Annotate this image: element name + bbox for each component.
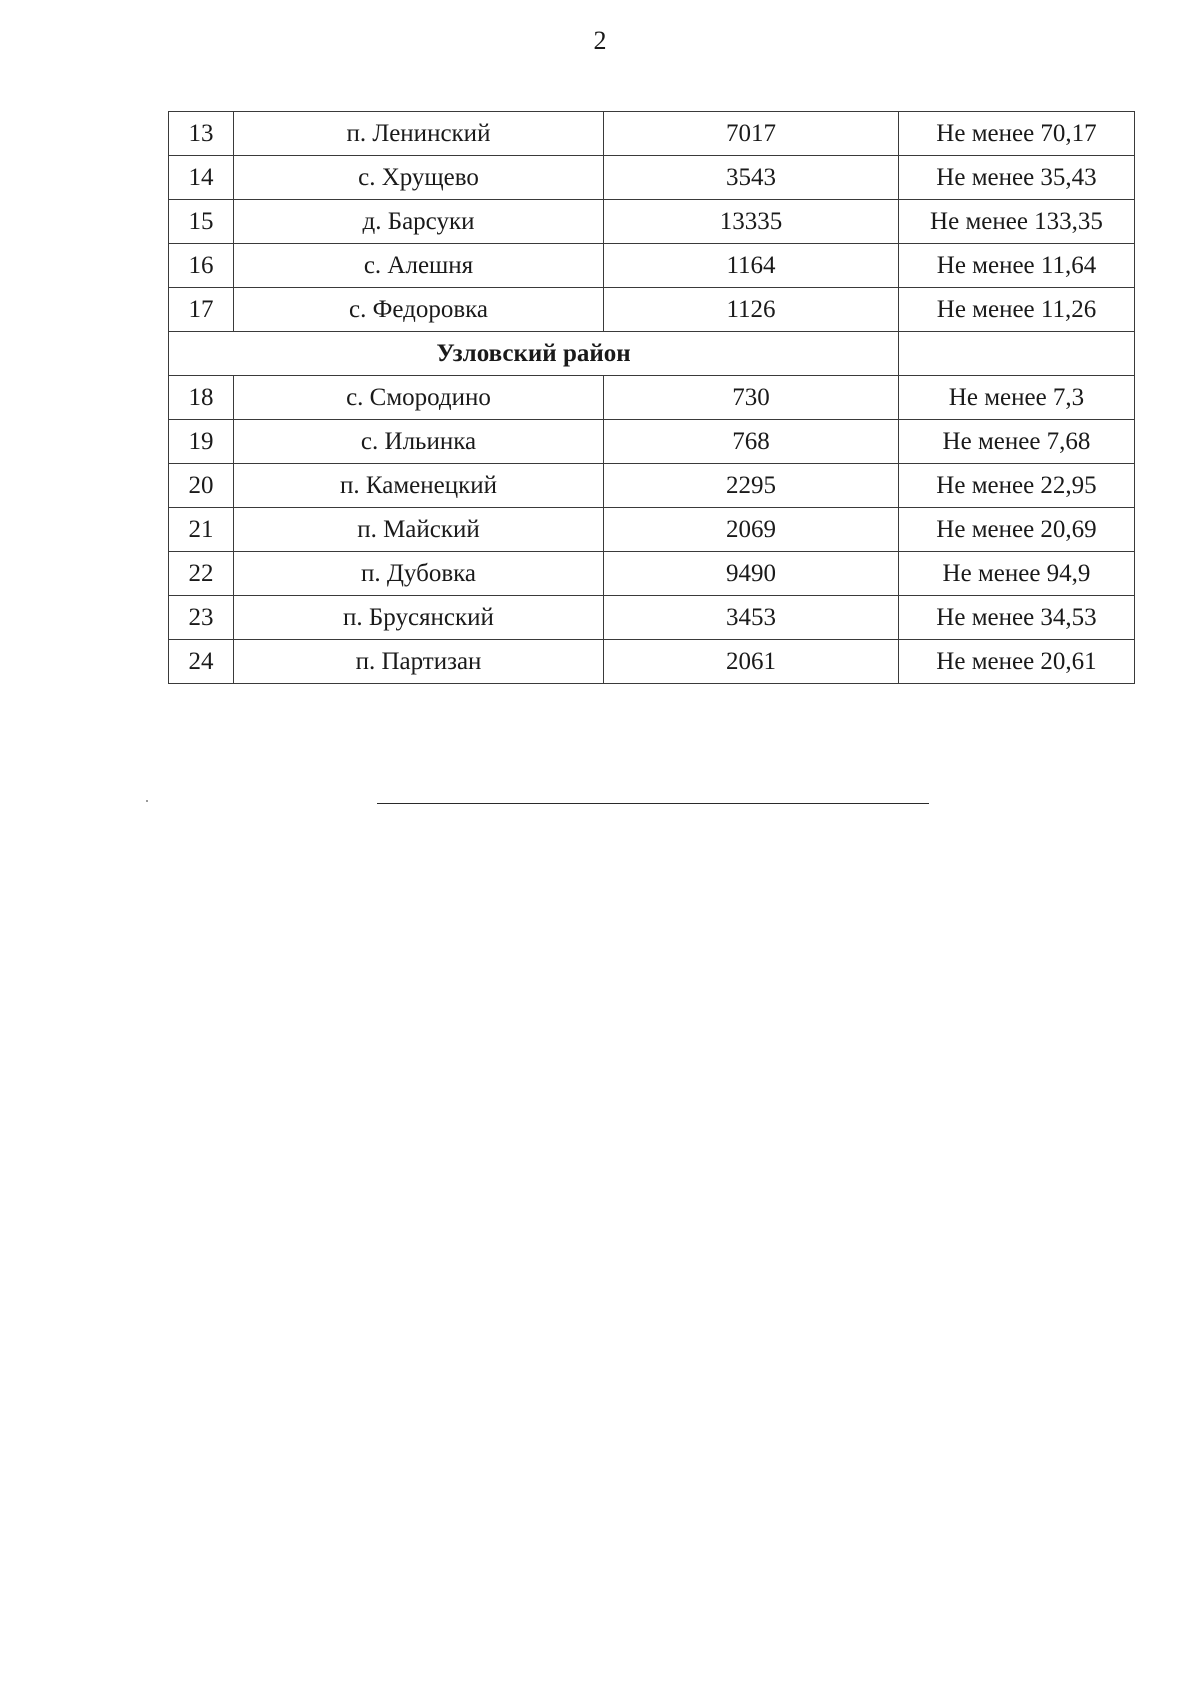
population-value: 730 <box>604 376 899 420</box>
population-value: 1126 <box>604 288 899 332</box>
row-number: 16 <box>169 244 234 288</box>
settlement-name: с. Алешня <box>234 244 604 288</box>
settlement-name: с. Федоровка <box>234 288 604 332</box>
table-row <box>169 376 1135 420</box>
end-of-document-rule <box>377 803 929 804</box>
minimum-value: Не менее 20,69 <box>899 508 1135 552</box>
table-row <box>169 596 1135 640</box>
row-number: 13 <box>169 112 234 156</box>
minimum-value: Не менее 20,61 <box>899 640 1135 684</box>
table-row <box>169 112 1135 156</box>
settlement-name: п. Майский <box>234 508 604 552</box>
row-number: 24 <box>169 640 234 684</box>
district-name: Узловский район <box>169 332 899 376</box>
population-value: 2069 <box>604 508 899 552</box>
table-row <box>169 420 1135 464</box>
row-number: 23 <box>169 596 234 640</box>
settlement-name: п. Брусянский <box>234 596 604 640</box>
population-value: 2061 <box>604 640 899 684</box>
district-header-row <box>169 332 1135 376</box>
table-row <box>169 288 1135 332</box>
row-number: 22 <box>169 552 234 596</box>
population-value: 3453 <box>604 596 899 640</box>
population-value: 7017 <box>604 112 899 156</box>
table-row <box>169 200 1135 244</box>
minimum-value: Не менее 7,3 <box>899 376 1135 420</box>
row-number: 18 <box>169 376 234 420</box>
settlement-name: п. Ленинский <box>234 112 604 156</box>
table-row <box>169 156 1135 200</box>
table-row <box>169 244 1135 288</box>
population-value: 13335 <box>604 200 899 244</box>
table-row <box>169 552 1135 596</box>
page-number: 2 <box>593 26 607 55</box>
settlement-name: п. Партизан <box>234 640 604 684</box>
settlement-name: с. Хрущево <box>234 156 604 200</box>
settlement-name: п. Дубовка <box>234 552 604 596</box>
minimum-value: Не менее 11,26 <box>899 288 1135 332</box>
settlement-name: с. Ильинка <box>234 420 604 464</box>
table-row <box>169 508 1135 552</box>
population-value: 1164 <box>604 244 899 288</box>
table-row <box>169 464 1135 508</box>
population-value: 2295 <box>604 464 899 508</box>
table-row <box>169 640 1135 684</box>
settlement-name: д. Барсуки <box>234 200 604 244</box>
minimum-value: Не менее 133,35 <box>899 200 1135 244</box>
row-number: 21 <box>169 508 234 552</box>
row-number: 20 <box>169 464 234 508</box>
district-empty-cell <box>899 332 1135 376</box>
scan-artifact-dot <box>146 800 148 802</box>
settlement-name: п. Каменецкий <box>234 464 604 508</box>
population-value: 9490 <box>604 552 899 596</box>
row-number: 19 <box>169 420 234 464</box>
row-number: 15 <box>169 200 234 244</box>
row-number: 14 <box>169 156 234 200</box>
row-number: 17 <box>169 288 234 332</box>
settlements-table-body <box>169 112 1135 684</box>
minimum-value: Не менее 70,17 <box>899 112 1135 156</box>
population-value: 768 <box>604 420 899 464</box>
minimum-value: Не менее 34,53 <box>899 596 1135 640</box>
minimum-value: Не менее 22,95 <box>899 464 1135 508</box>
settlement-name: с. Смородино <box>234 376 604 420</box>
settlements-table <box>168 111 1135 684</box>
minimum-value: Не менее 94,9 <box>899 552 1135 596</box>
minimum-value: Не менее 7,68 <box>899 420 1135 464</box>
minimum-value: Не менее 35,43 <box>899 156 1135 200</box>
minimum-value: Не менее 11,64 <box>899 244 1135 288</box>
population-value: 3543 <box>604 156 899 200</box>
